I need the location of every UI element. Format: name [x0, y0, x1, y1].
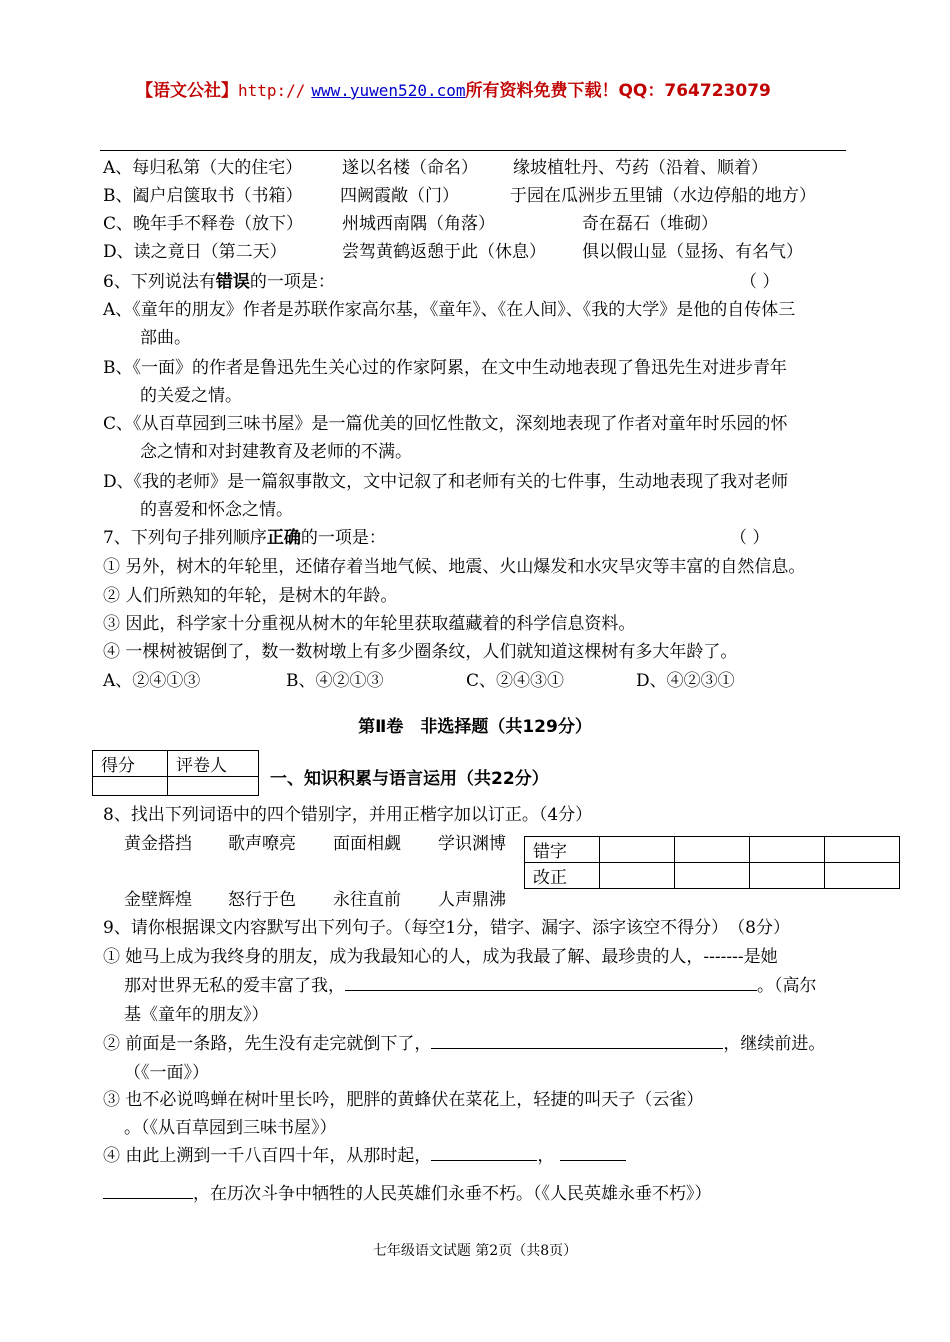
header-promo: 所有资料免费下载！QQ：764723079: [465, 81, 771, 101]
q7-answer-paren: （ ）: [730, 528, 770, 548]
q9-sentence-3-cont: 。（《从百草园到三味书屋》）: [124, 1118, 337, 1138]
q6-stem: 6、下列说法有错误的一项是：: [103, 272, 335, 292]
q5-option-b-2: 四阙霞敞（门）: [340, 186, 459, 206]
q9-sentence-1: ① 她马上成为我终身的朋友，成为我最知心的人，成为我最了解、最珍贵的人，-------是她: [103, 947, 778, 967]
q9-stem: 9、请你根据课文内容默写出下列句子。（每空1分，错字、漏字、添字该空不得分） （8分）: [103, 918, 790, 938]
q6-option-c-cont: 念之情和对封建教育及老师的不满。: [140, 442, 412, 462]
score-cell[interactable]: [93, 777, 168, 796]
header-url-link[interactable]: www.yuwen520.com: [311, 81, 466, 100]
header-brand: 【语文公社】: [136, 81, 238, 101]
q9-sentence-2: ② 前面是一条路，先生没有走完就倒下了， ，继续前进。: [103, 1034, 826, 1054]
q6-option-c: C、《从百草园到三味书屋》是一篇优美的回忆性散文，深刻地表现了作者对童年时乐园的怀: [103, 414, 788, 434]
q7-sentence-4: ④ 一棵树被锯倒了，数一数树墩上有多少圈条纹，人们就知道这棵树有多大年龄了。: [103, 642, 738, 662]
q5-option-c: C、晚年手不释卷（放下）: [103, 214, 304, 234]
q8-stem: 8、找出下列词语中的四个错别字，并用正楷字加以订正。（4分）: [103, 805, 593, 825]
q5-option-a: A、每归私第（大的住宅）: [103, 158, 303, 178]
q6-option-d-cont: 的喜爱和怀念之情。: [140, 500, 293, 520]
q5-option-a-2: 遂以名楼（命名）: [342, 158, 478, 178]
q8-word: 歌声嘹亮: [228, 834, 296, 854]
q7-stem: 7、下列句子排列顺序正确的一项是：: [103, 528, 386, 548]
answer-blank[interactable]: [560, 1144, 626, 1161]
correction-label: 改正: [525, 863, 600, 889]
site-header: [136, 76, 771, 101]
correction-cell[interactable]: [825, 863, 900, 889]
q6-option-b-cont: 的关爱之情。: [140, 386, 242, 406]
q6-emphasis: 错误: [215, 272, 250, 292]
q9-sentence-1-cont: 那对世界无私的爱丰富了我， 。（高尔: [124, 976, 817, 996]
q8-word: 永往直前: [333, 890, 401, 910]
q9-sentence-3: ③ 也不必说鸣蝉在树叶里长吟，肥胖的黄蜂伏在菜花上，轻捷的叫天子（云雀）: [103, 1090, 704, 1110]
wrong-char-cell[interactable]: [675, 837, 750, 863]
answer-blank[interactable]: [431, 1144, 537, 1161]
q7-option-c: C、②④③①: [466, 671, 565, 691]
q7-emphasis: 正确: [266, 528, 301, 548]
q5-option-d: D、读之竟日（第二天）: [103, 242, 287, 262]
wrong-char-cell[interactable]: [750, 837, 825, 863]
q6-option-b: B、《一面》的作者是鲁迅先生关心过的作家阿累，在文中生动地表现了鲁迅先生对进步青年: [103, 358, 787, 378]
correction-cell[interactable]: [750, 863, 825, 889]
q5-option-d-2: 尝驾黄鹤返憩于此（休息）: [342, 242, 546, 262]
q6-option-a: A、《童年的朋友》作者是苏联作家高尔基，《童年》、《在人间》、《我的大学》是他的自传体三: [103, 300, 796, 320]
q7-sentence-2: ② 人们所熟知的年轮，是树木的年龄。: [103, 586, 398, 606]
q5-option-d-3: 俱以假山显（显扬、有名气）: [582, 242, 803, 262]
q5-option-a-3: 缘坡植牡丹、芍药（沿着、顺着）: [513, 158, 768, 178]
answer-blank[interactable]: [103, 1182, 193, 1199]
q7-sentence-1: ① 另外，树木的年轮里，还储存着当地气候、地震、火山爆发和水灾旱灾等丰富的自然信息。: [103, 557, 806, 577]
q7-option-a: A、②④①③: [103, 671, 201, 691]
section1-title: 一、知识积累与语言运用（共22分）: [270, 769, 549, 789]
q7-option-b: B、④②①③: [286, 671, 384, 691]
answer-blank[interactable]: [431, 1032, 723, 1049]
wrong-char-cell[interactable]: [825, 837, 900, 863]
score-label: 得分: [93, 751, 168, 777]
answer-blank[interactable]: [345, 974, 757, 991]
q9-sentence-4: ④ 由此上溯到一千八百四十年，从那时起， ，: [103, 1144, 626, 1168]
q5-option-b-3: 于园在瓜洲步五里铺（水边停船的地方）: [510, 186, 816, 206]
q8-word: 金壁辉煌: [124, 890, 192, 910]
q6-option-d: D、《我的老师》是一篇叙事散文，文中记叙了和老师有关的七件事，生动地表现了我对老师: [103, 472, 789, 492]
q5-option-c-2: 州城西南隅（角落）: [342, 214, 495, 234]
grader-label: 评卷人: [168, 751, 259, 777]
wrong-char-cell[interactable]: [600, 837, 675, 863]
header-rule: [100, 150, 846, 151]
q9-sentence-2-source: （《一面》）: [124, 1063, 209, 1083]
q9-sentence-1-source: 基《童年的朋友》）: [124, 1005, 269, 1025]
q8-word: 怒行于色: [228, 890, 296, 910]
q8-word: 人声鼎沸: [438, 890, 506, 910]
q7-option-d: D、④②③①: [636, 671, 735, 691]
page-footer: 七年级语文试题 第2页（共8页）: [372, 1243, 578, 1259]
part2-title: 第Ⅱ卷 非选择题（共129分）: [358, 717, 592, 737]
q9-sentence-4-cont: ，在历次斗争中牺牲的人民英雄们永垂不朽。（《人民英雄永垂不朽》）: [103, 1182, 712, 1206]
q5-option-c-3: 奇在磊石（堆砌）: [582, 214, 718, 234]
q8-correction-table: [524, 836, 900, 889]
correction-cell[interactable]: [600, 863, 675, 889]
q8-word: 面面相觑: [333, 834, 401, 854]
score-box: [92, 750, 259, 796]
grader-cell[interactable]: [168, 777, 259, 796]
q6-answer-paren: （ ）: [740, 272, 780, 292]
q8-word: 黄金搭挡: [124, 834, 192, 854]
q7-sentence-3: ③ 因此，科学家十分重视从树木的年轮里获取蕴藏着的科学信息资料。: [103, 614, 636, 634]
wrong-char-label: 错字: [525, 837, 600, 863]
q5-option-b: B、阖户启箧取书（书箱）: [103, 186, 303, 206]
header-http: http://: [238, 81, 306, 100]
q8-word: 学识渊博: [438, 834, 506, 854]
q6-option-a-cont: 部曲。: [140, 328, 191, 348]
correction-cell[interactable]: [675, 863, 750, 889]
